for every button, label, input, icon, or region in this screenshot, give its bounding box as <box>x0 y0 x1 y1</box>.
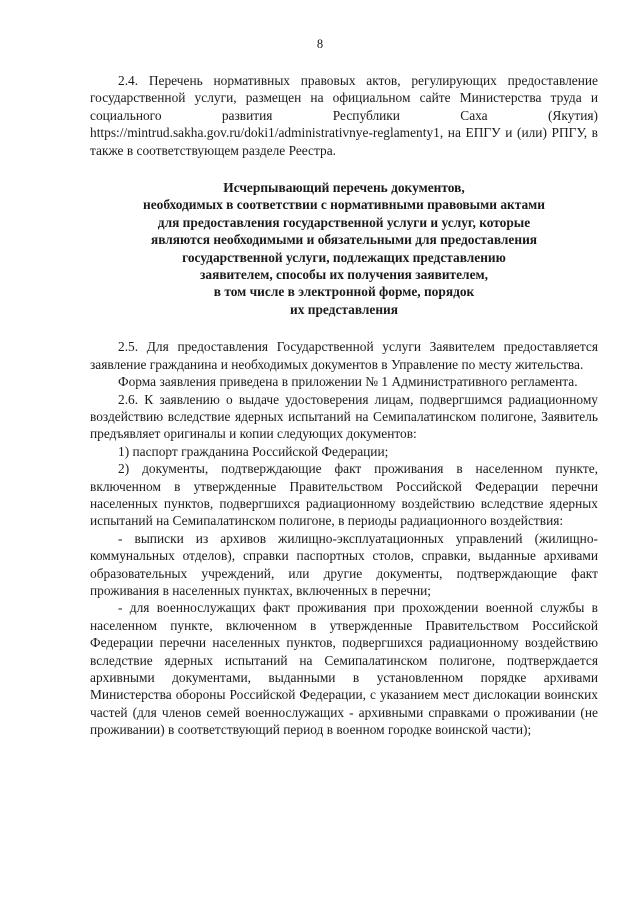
document-body <box>90 72 598 739</box>
list-item-1: 1) паспорт гражданина Российской Федерации; <box>118 443 389 459</box>
heading-line: в том числе в электронной форме, порядок <box>213 284 475 300</box>
section-heading <box>90 179 598 318</box>
heading-line: государственной услуги, подлежащих представлению <box>182 249 506 265</box>
heading-line: являются необходимыми и обязательными для предоставления <box>150 232 538 248</box>
heading-line: заявителем, способы их получения заявителем, <box>200 267 488 283</box>
dash-item-2: - для военнослужащих факт проживания при прохождении военной службы в населенном пункте, включенном в утвержденные Правительством Российской Федерации перечни населенных пунктов, подвергшихся радиационному воздействию вследствие ядерных испытаний на Семипалатинском полигоне, подтверждается архивными документами, выданными в установленном порядке архивами Министерства обороны Российской Федерации, с указанием мест дислокации воинских частей (для членов семей военнослужащих - архивными справками о проживании (не проживании) в соответствующий период в военном городке воинской части); <box>90 600 598 738</box>
paragraph-2-5: 2.5. Для предоставления Государственной услуги Заявителем предоставляется заявление гражданина и необходимых документов в Управление по месту жительства. <box>90 339 598 372</box>
heading-line: Исчерпывающий перечень документов, <box>223 180 465 196</box>
dash-item-1: - выписки из архивов жилищно-эксплуатационных управлений (жилищно-коммунальных отделов), справки паспортных столов, справки, выданные архивами образовательных учреждений, или другие документы, подтверждающие факт проживания в населенных пунктах, включенных в перечни; <box>90 530 598 598</box>
paragraph-form: Форма заявления приведена в приложении № 1 Административного регламента. <box>118 374 578 390</box>
list-item-2: 2) документы, подтверждающие факт проживания в населенном пункте, включенном в утвержденные Правительством Российской Федерации перечни населенных пунктов, подвергшихся радиационному воздействию вследствие ядерных испытаний на Семипалатинском полигоне, в периоды радиационного воздействия: <box>90 461 598 529</box>
page-number: 8 <box>316 37 324 51</box>
heading-line: их представления <box>289 301 399 317</box>
heading-line: необходимых в соответствии с нормативными правовыми актами <box>142 197 546 213</box>
paragraph-2-6: 2.6. К заявлению о выдаче удостоверения лицам, подвергшимся радиационному воздействию вследствие ядерных испытаний на Семипалатинском полигоне, Заявитель предъявляет оригиналы и копии следующих документов: <box>90 391 598 442</box>
heading-line: для предоставления государственной услуги и услуг, которые <box>157 214 531 230</box>
paragraph-2-4: 2.4. Перечень нормативных правовых актов, регулирующих предоставление государственной услуги, размещен на официальном сайте Министерства труда и социального развития Республики Саха (Якутия) https://mintrud.sakha.gov.ru/doki1/administrativnye-reglamenty1, на ЕПГУ и (или) РПГУ, в также в соответствующем разделе Реестра. <box>90 73 598 158</box>
